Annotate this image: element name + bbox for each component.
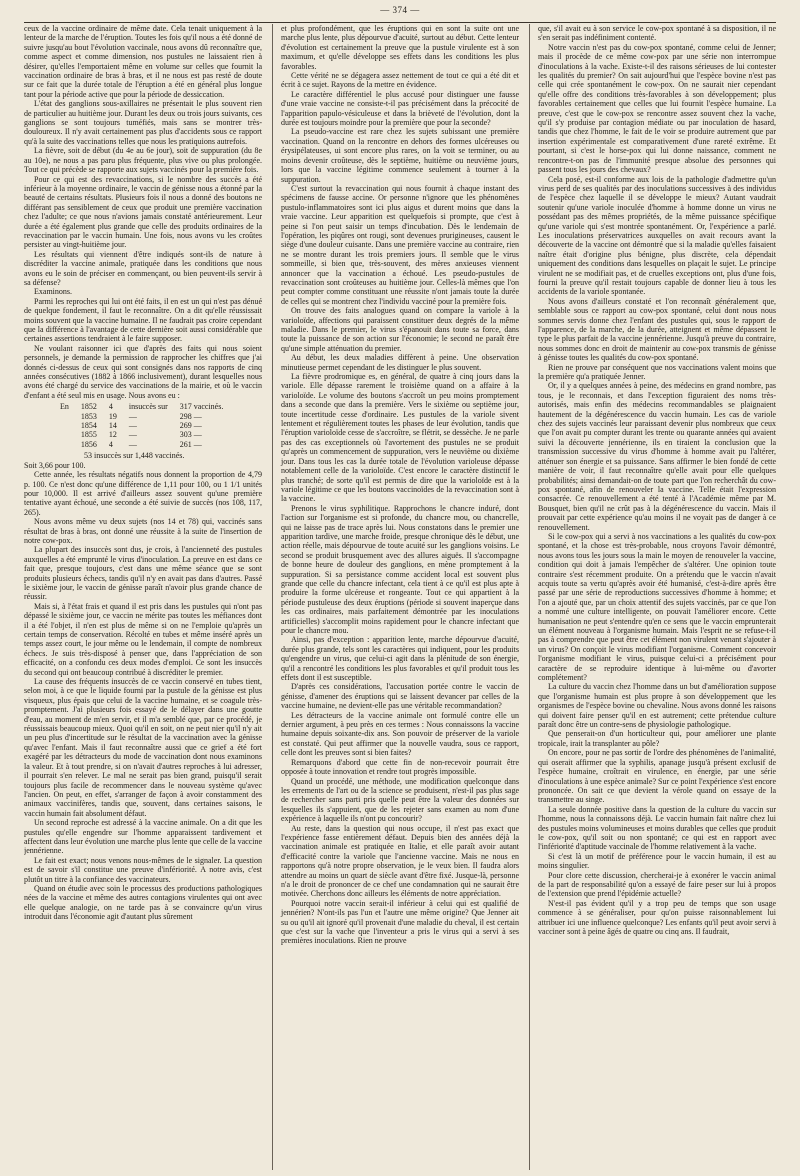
paragraph: La culture du vaccin chez l'homme dans un but d'amélioration suppose que l'organisme humain est plus propre à son développement que les organismes de l'espèce bovine ou chevaline. Nous avons donné les raisons qui doivent faire penser qu'il en est autrement; cette prétendue culture paraît donc être un contre-sens de physiologie pathologique. xyxy=(538,682,776,730)
stats-fails: 19 xyxy=(108,411,117,421)
paragraph: On trouve des faits analogues quand on compare la variole à la varioloïde, affections qui paraissent constituer deux degrés de la même maladie. Dans le premier, le virus s'épanouit dans toute sa force, dans toute la puissance de son action sur l'économie; le second ne paraît être qu'une simple atténuation du premier. xyxy=(281,306,519,353)
stats-total: 317 vaccinés. xyxy=(179,402,224,412)
paragraph: Nous avons d'ailleurs constaté et l'on reconnaît généralement que, semblable sous ce rapport au cow-pox spontané, celui dont nous nous sommes servis donne chez l'enfant des pustules qui, sous le rapport de l'apparence, de la marche, de la durée, atteignent et même dépassent le type le plus parfait de la vaccine jennérienne. Jusqu'à preuve du contraire, nous sommes donc en droit de maintenir au cow-pox transmis de génisse à génisse toutes les qualités du cow-pox spontané. xyxy=(538,296,776,363)
paragraph: Au début, les deux maladies diffèrent à peine. Une observation minutieuse permet cependant de les distinguer le plus souvent. xyxy=(281,353,519,372)
stats-prefix: En xyxy=(60,402,69,412)
stats-label: — xyxy=(128,439,137,449)
paragraph: ceux de la vaccine ordinaire de même date. Cela tenait uniquement à la lenteur de la marche de l'éruption. Toutes les fois qu'il nous a été donné de suivre jusqu'au bout l'évolution vaccinale, nous avons dû reconnaître que, comme aspect et comme dimension, nos pustules ne laissaient rien à désirer, qu'elles l'emportaient même en volume sur celles que fournit la vaccination ordinaire de bras à bras, et il ne nous est pas resté de doute sur ce fait que la durée totale de l'éruption a été en général plus longue tant pour la période active que pour la période de dessiccation. xyxy=(24,24,262,99)
stats-year: 1856 xyxy=(80,439,97,449)
page-number: — 374 — xyxy=(380,5,420,15)
stats-total-line: 53 insuccès sur 1,448 vaccinés. xyxy=(84,451,185,461)
paragraph: On encore, pour ne pas sortir de l'ordre des phénomènes de l'animalité, qui oserait affirmer que la syphilis, apanage jusqu'à présent exclusif de l'espèce humaine, croîtrait en virulence, en énergie, par une série d'inoculations à une espèce animale? Sur ce point l'expérience s'est encore prononcée. On sait ce que devient la vérole quand on essaye de la transmettre au singe. xyxy=(538,748,776,805)
paragraph: Si c'est là un motif de préférence pour le vaccin humain, il est au moins singulier. xyxy=(538,851,776,871)
paragraph: L'état des ganglions sous-axillaires ne présentait le plus souvent rien de particulier au huitième jour. Durant les deux ou trois jours suivants, ces ganglions se sont toujours tuméfiés, mais sans se montrer très-douloureux. Il n'y avait certainement pas plus d'accidents sous ce rapport qu'à la suite des vaccinations telles que nous les pratiquions autrefois. xyxy=(24,99,262,146)
stats-total: 269 — xyxy=(179,421,202,431)
header-rule xyxy=(24,22,776,23)
paragraph: que, s'il avait eu à son service le cow-pox spontané à sa disposition, il ne s'en serait pas indéfiniment contenté. xyxy=(538,24,776,43)
paragraph: Cela posé, est-il conforme aux lois de la pathologie d'admettre qu'un virus perd de ses qualités par des inoculations successives à des individus de l'espèce chez laquelle il se développe le mieux? Autant vaudrait soutenir qu'une variole inoculée d'homme à homme donne un virus ne possédant pas des mêmes propriétés, de la même puissance spécifique qu'une variole qui s'est montrée spontanément. Or, l'expérience a parlé. Les inoculations préservatrices auxquelles on avait recours avant la découverte de la vaccine ont démontré que si la maladie qu'elles faisaient naître était d'origine plus bénigne, plus discrète, cela dépendait uniquement des conditions dans lesquelles on plaçait le sujet. Le principe virulent ne se modifiait pas, et de cruelles exceptions ont, plus d'une fois, fourni la preuve qu'il restait toujours capable de donner lieu à tous les accidents de la variole spontanée. xyxy=(538,174,776,297)
stats-year: 1854 xyxy=(80,421,97,431)
paragraph: Cette année, les résultats négatifs nous donnent la proportion de 4,79 p. 100. Ce n'est donc qu'une différence de 1,11 pour 100, ou 1 1/1 unités pour 10,000. Il est arrivé d'ailleurs assez souvent qu'une première tentative ayant échoué, une seconde a été suivie de succès (nos 108, 117, 265). xyxy=(24,470,262,517)
paragraph: Or, il y a quelques années à peine, des médecins en grand nombre, pas tous, je le reconnais, et dans l'exception figuraient des noms très-autorisés, mais enfin des médecins recommandables se plaignaient hautement de la dégénérescence du vaccin humain. Les cas de variole chez des sujets vaccinés leur paraissant devenir plus nombreux que ceux que l'on avait pu compter durant les trente ou quarante années qui avaient suivi la découverte jennérienne, ils en tiraient la conclusion que la transmission successive du virus d'homme à homme avait pu l'altérer, atténuer son énergie et sa puissance. Sans affirmer le bien fondé de cette manière de voir, il faut reconnaître qu'elle avait pour elle quelques probabilités; ainsi demandait-on de toute part que l'on recherchât du cow-pox spontané, afin de renouveler la vaccine. Telle était l'expression consacrée. Ce renouvellement a été tenté à l'Académie même par M. Bousquet, bien qu'il ne crût pas à la dégénérescence du vaccin. Mais il prouvait par cette expérience qu'au moins il ne voyait pas de danger à ce renouvellement. xyxy=(538,381,776,532)
paragraph: Le caractère différentiel le plus accusé pour distinguer une fausse d'une vraie vaccine ne consiste-t-il pas précisément dans la précocité de l'apparition papulo-vésiculeuse et dans la brièveté de l'évolution, dont la durée est toujours moindre pour la première que pour la seconde? xyxy=(281,89,519,128)
stats-row xyxy=(54,412,229,421)
paragraph: La plupart des insuccès sont dus, je crois, à l'ancienneté des pustules auxquelles a été emprunté le virus d'inoculation. La preuve en est dans ce fait que, presque toujours, c'est dans une même séance que se sont produits plusieurs échecs, tandis qu'il n'y en avait pas dans d'autres. Passé le sixième jour, le vaccin de génisse paraît n'avoir plus grande chance de réussir. xyxy=(24,545,262,602)
paragraph: Le fait est exact; nous venons nous-mêmes de le signaler. La question est de savoir s'il constitue une preuve d'infériorité. A notre avis, c'est plutôt un titre à la confiance des vaccinateurs. xyxy=(24,855,262,884)
paragraph: La seule donnée positive dans la question de la culture du vaccin sur l'homme, nous la connaissons déjà. Le vaccin humain fait naître chez lui des pustules moins volumineuses et moins durables que celles que produit le cow-pox, qu'il soit ou non spontané; ce qui est en rapport avec l'infériorité d'aptitude vaccinale de l'homme relativement à la vache. xyxy=(538,804,776,852)
paragraph: Ainsi, pas d'exception : apparition lente, marche dépourvue d'acuité, durée plus grande, tels sont les caractères qui indiquent, pour les produits qu'engendre un virus, que celui-ci agit dans la plénitude de son énergie, qu'il a rencontré les conditions les plus favorables et qu'il produit tous les effets dont il est susceptible. xyxy=(281,635,519,683)
paragraph: et plus profondément, que les éruptions qui en sont la suite ont une marche plus lente, plus dépourvue d'acuité, surtout au début. Cette lenteur d'évolution est certainement la preuve que la pustule virulente est à son maximum, et qu'elle développe ses effets dans les conditions les plus favorables. xyxy=(281,24,519,71)
stats-total: 303 — xyxy=(179,430,202,440)
paragraph: D'après ces considérations, l'accusation portée contre le vaccin de génisse, d'amener des éruptions qui se laissent devancer par celles de la vaccine humaine, ne devient-elle pas une véritable recommandation? xyxy=(281,682,519,711)
paragraph: Ne voulant raisonner ici que d'après des faits qui nous soient personnels, je demande la permission de rapprocher les chiffres que j'ai donnés ci-dessus de ceux qui sont consignés dans nos rapports de cinq années consécutives (1882 à 1866 inclusivement), durant lesquelles nous avons été chargé du service des vaccinations de la mairie, et où le vaccin d'enfant a été seul mis en usage. Nous avons eu : xyxy=(24,343,262,400)
paragraph: La cause des fréquents insuccès de ce vaccin conservé en tubes tient, selon moi, à ce que le liquide fourni par la pustule de la génisse est plus visqueux, plus épais que celui de la vaccine humaine, et se coagule très-promptement. J'ai plusieurs fois essayé de le délayer dans une goutte d'eau, au moment de m'en servir, et il m'a semblé que, par ce procédé, je réussissais beaucoup mieux. Quoi qu'il en soit, on ne peut nier qu'il n'y ait un peu plus d'incertitude sur le résultat de la vaccination avec la génisse qu'avec l'enfant. Mais il faut reconnaître aussi que ce grief a été fort exagéré par les détracteurs du mode de vaccination dont nous examinons la valeur. Et à tout prendre, si on n'avait d'autres reproches à lui adresser, il pourrait s'en relever. Le mal ne serait pas bien grand, puisqu'il serait toujours plus facile de recommencer dans le nouveau système qu'avec l'ancien. On peut, en effet, s'arranger de façon à avoir constamment des animaux vaccinifères, tandis que, souvent, dans certaines saisons, le vaccin humain fait absolument défaut. xyxy=(24,677,262,818)
paragraph: Les résultats qui viennent d'être indiqués sont-ils de nature à discréditer la vaccine animale, pratiquée dans les conditions que nous avons eu le soin de préciser en commençant, ou bien peuvent-ils servir à sa défense? xyxy=(24,249,262,287)
stats-prefix xyxy=(54,440,75,449)
paragraph: Que penserait-on d'un horticulteur qui, pour améliorer une plante tropicale, irait la transplanter au pôle? xyxy=(538,729,776,748)
paragraph: N'est-il pas évident qu'il y a trop peu de temps que son usage commence à se généraliser, pour qu'on puisse raisonnablement lui attribuer ici une influence quelconque? Les enfants qu'il peut avoir servi à vacciner sont à peine âgés de quatre ou cinq ans. Il faudrait, xyxy=(538,898,776,936)
stats-prefix xyxy=(54,412,75,421)
stats-table xyxy=(54,402,229,449)
paragraph: Prenons le virus syphilitique. Rapprochons le chancre induré, dont l'action sur l'organisme est si profonde, du chancre mou, ou chancrelle, qui ne laisse pas de trace après lui. Nous constatons dans le premier une apparition tardive, une marche froide, presque chronique dès le début, une action réelle, mais dépourvue de toute acuité sur les ganglions voisins. Le second se produit brusquement avec des allures aiguës. Il s'accompagne de bonne heure de douleur des ganglions, en mène promptement à la suppuration. Si sa persistance comme accident local est souvent plus grande que celle du chancre infectant, cela tient à ce qu'il est plus apte à produire la forme ulcéreuse et rongeante. Tout ce qui appartient à la période pustuleuse des deux éruptions (période si souvent inaperçue dans les cas ordinaires, mais parfaitement démontrée par les inoculations artificielles) s'accomplit moins rapidement pour le chancre infectant que pour le chancre mou. xyxy=(281,503,519,635)
stats-label: — xyxy=(128,411,137,421)
stats-row xyxy=(54,402,229,411)
stats-label: — xyxy=(128,430,137,440)
paragraph: Mais si, à l'état frais et quand il est pris dans les pustules qui n'ont pas dépassé le sixième jour, ce vaccin ne mérite pas toutes les méfiances dont il a été l'objet, il n'en est plus de même si on ne l'emploie qu'après un certain temps de conservation. Récolté en tubes et même inséré après un temps assez court, le jour même ou le lendemain, il compte de nombreux échecs. Je suis très-disposé à penser que, dans l'appréciation de son efficacité, on a confondu ces deux modes d'emploi. Ce sont les insuccès du second qui ont beaucoup contribué à discréditer le premier. xyxy=(24,601,262,677)
stats-fails: 4 xyxy=(108,402,113,412)
stats-year: 1853 xyxy=(80,411,97,421)
paragraph: Rien ne prouve par conséquent que nos vaccinations valent moins que la première qu'a pratiquée Jenner. xyxy=(538,362,776,382)
stats-year: 1852 xyxy=(80,402,97,412)
paragraph: Quand on étudie avec soin le processus des productions pathologiques nées de la vaccine et même des autres contagions virulentes qui ont avec elle quelque analogie, on ne tarde pas à se convaincre qu'un virus introduit dans l'économie agit d'autant plus sûrement xyxy=(24,883,262,922)
column-right xyxy=(529,24,776,1170)
paragraph: Examinons. xyxy=(34,287,72,297)
stats-prefix xyxy=(54,430,75,439)
stats-row xyxy=(54,430,229,439)
paragraph: La pseudo-vaccine est rare chez les sujets subissant une première vaccination. Quand on la rencontre en dehors des formes ulcéreuses ou érysipélateuses, ui sont encore plus rares, on la voit se terminer, ou au moins devenir croûteuse, dès le septième, huitième ou neuvième jours, lors que la vaccine légitime commence seulement à tourner à la suppuration. xyxy=(281,127,519,184)
column-left xyxy=(24,24,262,1170)
paragraph: Pour ce qui est des revaccinations, si le nombre des succès a été inférieur à la moyenne ordinaire, le vaccin de génisse nous a étonné par la beauté de certains résultats. Plusieurs fois il nous a donné des boutons ne différant pas sensiblement de ceux que produit une première vaccination chez l'adulte; ce que nous n'avions jamais constaté antérieurement. Leur durée a été également plus grande que celle des produits ordinaires de la revaccination par le vaccin humain. Une fois, nous avons vu les croûtes persister au vingt-huitième jour. xyxy=(24,174,262,250)
stats-total: 298 — xyxy=(179,411,202,421)
stats-row xyxy=(54,440,229,449)
stats-total: 261 — xyxy=(179,439,202,449)
paragraph: Quand un procédé, une méthode, une modification quelconque dans les errements de l'art ou de la science se produisent, n'est-il pas plus sage de rechercher sans parti pris quelle peut être la valeur des données sur lesquelles ils s'appuient, que de les rejeter sans examen au nom d'une expérience à laquelle ils n'ont pu concourir? xyxy=(281,776,519,824)
paragraph: Soit 3,66 pour 100. xyxy=(24,460,86,470)
stats-row xyxy=(54,421,229,430)
stats-prefix xyxy=(54,421,75,430)
paragraph: La fièvre, soit de début (du 4e au 6e jour), soit de suppuration (du 8e au 10e), ne nous a pas paru plus fréquente, plus vive ou plus prolongée. Tout ce qui précède se rapporte aux sujets vaccinés pour la première fois. xyxy=(24,146,262,175)
paragraph: Nous avons même vu deux sujets (nos 14 et 78) qui, vaccinés sans résultat de bras à bras, ont donné une réussite à la suite de l'insertion de notre cow-pox. xyxy=(24,517,262,545)
paragraph: Remarquons d'abord que cette fin de non-recevoir pourrait être opposée à toute innovation et rendre tout progrès impossible. xyxy=(281,757,519,777)
stats-fails: 14 xyxy=(108,421,117,431)
paragraph: C'est surtout la revaccination qui nous fournit à chaque instant des spécimens de fausse accine. Or personne n'ignore que les phénomènes pustulo-inflammatoires sont ici plus aigus et durent moins que dans la vraie vaccine. Leur apparition est quelquefois si prompte, que c'est à peine si l'on peut saisir un temps d'incubation. Dès le lendemain de l'opération, les piqûres ont rougi, sont devenues prurigineuses, causent le siège d'une douleur cuisante. Dans une première vaccine au contraire, rien ne se montre durant les trois premiers jours. Il semble que le virus sommeille, si bien que, très-souvent, des mères anxieuses viennent annoncer que la vaccination a échoué. Les pseudo-pustules de revaccination sont croûteuses au huitième jour. Celles-là mêmes que l'on peut compter comme constituant une réussite n'ont jamais toute la durée de celles qui se montrent chez l'individu vacciné pour la première fois. xyxy=(281,183,519,306)
paragraph: Cette vérité ne se dégagera assez nettement de tout ce qui a été dit et écrit à ce sujet. Rayons de la mettre en évidence. xyxy=(281,71,519,90)
paragraph: Notre vaccin n'est pas du cow-pox spontané, comme celui de Jenner; mais il procède de ce même cow-pox par une série non interrompue d'inoculations à la vache. Existe-t-il des raisons sérieuses de lui contester les qualités du premier? On sait aujourd'hui que l'espèce bovine n'est pas celle qui crée spontanément le cow-pox. On ne saurait nier cependant qu'elle offre des conditions très-favorables à son développement; plus favorables certainement que celles que lui fournit l'espèce humaine. La preuve, c'est que le cow-pox se rencontre assez souvent chez la vache, qu'il s'y produise par contagion médiate ou par inoculation de hasard, tandis que chez l'homme, le fait de le voir se produire autrement que par insertion expérimentale est comparativement d'une rareté extrême. Et pourtant, si c'est le horse-pox qui lui donne naissance, comment ne rencontre-t-on pas de l'immunité presque absolue des personnes qui passent tous les jours des chevaux? xyxy=(538,42,776,175)
stats-label: — xyxy=(128,421,137,431)
stats-fails: 12 xyxy=(108,430,117,440)
page-header xyxy=(0,6,800,20)
paragraph: Au reste, dans la question qui nous occupe, il n'est pas exact que l'expérience fasse entièrement défaut. Depuis bien des années déjà la vaccination animale est pratiquée en Italie, et elle paraît avoir autant d'efficacité contre la variole que l'ancienne vaccine. Mais ne nous en rapportons qu'à notre propre observation, je le veux bien. Il faudra alors attendre au moins un quart de siècle avant d'être fixé. Jusque-là, personne n'a le droit de prononcer de ce chef une condamnation qui ne saurait être motivée. Cherchons donc ailleurs les éléments de notre appréciation. xyxy=(281,823,519,899)
paragraph: Les détracteurs de la vaccine animale ont formulé contre elle un dernier argument, à peu près en ces termes : Nous connaissons la vaccine humaine depuis soixante-dix ans. Son pouvoir de préserver de la variole est constaté. Qui peut affirmer que la nouvelle vaudra, sous ce rapport, celle dont les preuves sont si bien faites? xyxy=(281,710,519,758)
paragraph: Si le cow-pox qui a servi à nos vaccinations a les qualités du cow-pox spontané, et la chose est très-probable, nous croyons l'avoir démontré, nous avons tous les jours sous la main le moyen de renouveler la vaccine, condition qui doit à jamais l'empêcher de s'altérer. Une opinion toute contraire s'est récemment produite. On a prétendu que le vaccin n'avait acquis toute sa vertu qu'après avoir été humanisé, c'est-à-dire après être passé par une série de reproductions successives d'homme à homme; et l'on a ajouté que, par un choix attentif des sujets vaccinés, par ce que l'on a nommé une culture intelligente, on pouvait l'améliorer encore. Cette humanisation ne peut s'entendre qu'en ce sens que le vaccin emprunterait un élément nouveau à l'organisme humain. Mais l'esprit ne se refuse-t-il pas à comprendre que peut être cet élément non virulent venant s'ajouter à un virus? On conçoit le virus modifiant l'organisme. Comment concevoir l'organisme modifiant le virus, puisque celui-ci a précisément pour caractère de se reproduire identique à lui-même ou d'avorter complétement? xyxy=(538,531,776,683)
paragraph: Un second reproche est adressé à la vaccine animale. On a dit que les pustules qu'elle engendre sur l'homme apparaissent tardivement et affectent dans leur évolution une marche plus lente que celle de la vaccine jennérienne. xyxy=(24,818,262,856)
column-middle xyxy=(272,24,519,1170)
text-columns xyxy=(24,24,776,1170)
stats-year: 1855 xyxy=(80,430,97,440)
stats-fails: 4 xyxy=(108,439,113,449)
paragraph: La fièvre prodromique es, en général, de quatre à cinq jours dans la variole. Elle dépasse rarement le troisième quand on a affaire à la varioloïde. Le volume des boutons s'accroît un peu moins promptement dans a seconde que dans la première. Vers le sixième ou septième jour, toute incertitude cesse d'ordinaire. Les pustules de la variole sivent lentement et régulièrement toutes les phases de leur évolution, tandis que l'éruption varioloïde cesse de s'accroître, se flétrit, se dessèche. Je ne parle pas des cas exceptionnels où l'avortement des pustules ne se produit qu'après un commencement de suppuration, vers le neuvième ou dixième jour. Dans tous les cas la durée totale de l'évolution varioleuse dépasse notablement celle de la varioloïde. C'est encore le caractère distinctif le plus tranché; de sorte qu'il est permis de dire que la varioloïde est à la variole légitime ce que les boutons vaccinoïdes de la revaccination sont à la vaccine. xyxy=(281,372,519,504)
stats-label: insuccès sur xyxy=(128,402,168,412)
paragraph: Parmi les reproches qui lui ont été faits, il en est un qui n'est pas dénué de quelque fondement, il faut le reconnaître. On a dit qu'elle réussissait moins souvent que la vaccine humaine. Il ne faudrait pas croire cependant que la différence à l'avantage de cette dernière soit aussi considérable que certaines assertions tendraient à le faire supposer. xyxy=(24,296,262,344)
paragraph: Pour clore cette discussion, chercherai-je à exonérer le vaccin animal de la part de responsabilité qu'on a essayé de faire peser sur lui à propos de l'extension que prend l'épidémie actuelle? xyxy=(538,870,776,899)
paragraph: Pourquoi notre vaccin serait-il inférieur à celui qui est qualifié de jennérien? N'ont-ils pas l'un et l'autre une même origine? Que Jenner ait su ou qu'il ait ignoré qu'il provenait d'une maladie du cheval, il est certain que c'est sur la vache que l'inventeur a pris le virus qui a servi à ses premières inoculations. Rien ne prouve xyxy=(281,898,519,946)
